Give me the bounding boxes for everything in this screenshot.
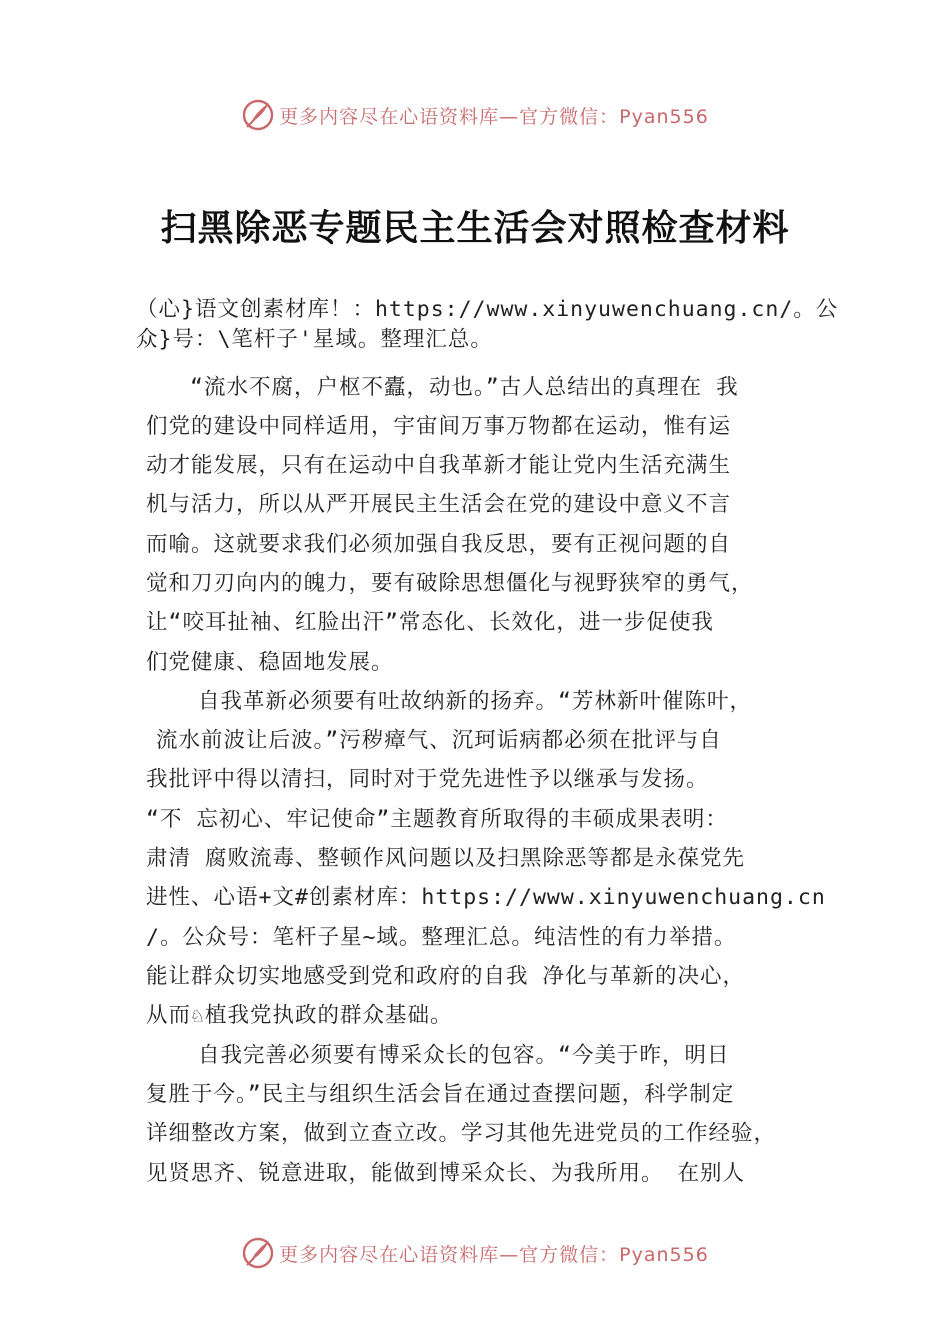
- text-line: 流水前波让后波。”污秽瘴气、沉珂诟病都必须在批评与自: [156, 728, 722, 753]
- text-line: /。公众号：笔杆子星~域。整理汇总。纯洁性的有力举措。: [146, 925, 737, 950]
- feather-pen-logo-icon: [241, 1236, 275, 1270]
- document-title: 扫黑除恶专题民主生活会对照检查材料: [160, 207, 790, 249]
- text-line: 肃清 腐败流毒、整顿作风问题以及扫黑除恶等都是永葆党先: [146, 846, 745, 871]
- text-line: 我批评中得以清扫，同时对于党先进性予以继承与发扬。: [146, 767, 709, 792]
- text-line: 众}号：\笔杆子'星域。整理汇总。: [136, 327, 493, 352]
- text-line: 机与活力，所以从严开展民主生活会在党的建设中意义不言: [146, 492, 732, 517]
- text-line: “流水不腐，户枢不蠹，动也。”古人总结出的真理在 我: [190, 375, 739, 400]
- text-line: 复胜于今。”民主与组织生活会旨在通过查摆问题，科学制定: [146, 1082, 735, 1107]
- text-line: 自我革新必须要有吐故纳新的扬弃。“芳林新叶催陈叶，: [198, 689, 752, 714]
- feather-pen-logo-icon: [241, 98, 275, 132]
- text-line: “不 忘初心、牢记使命”主题教育所取得的丰硕成果表明：: [146, 807, 728, 832]
- text-line: 让“咬耳扯袖、红脸出汗”常态化、长效化，进一步促使我: [146, 610, 714, 635]
- text-line: 从而♘植我党执政的群众基础。: [146, 1003, 453, 1028]
- text-line: 详细整改方案，做到立查立改。学习其他先进党员的工作经验，: [146, 1121, 777, 1146]
- banner-text: 更多内容尽在心语资料库—官方微信：Pyan556: [279, 1243, 709, 1266]
- text-line: 们党健康、稳固地发展。: [146, 650, 394, 675]
- text-line: 而喻。这就要求我们必须加强自我反思，要有正视问题的自: [146, 532, 732, 557]
- text-line: 能让群众切实地感受到党和政府的自我 净化与革新的决心，: [146, 964, 745, 989]
- header-banner: [0, 95, 950, 135]
- text-line: 自我完善必须要有博采众长的包容。“今美于昨，明日: [198, 1043, 730, 1068]
- text-line: 动才能发展，只有在运动中自我革新才能让党内生活充满生: [146, 453, 732, 478]
- footer-banner: [0, 1233, 950, 1273]
- text-line: 见贤思齐、锐意进取，能做到博采众长、为我所用。 在别人: [146, 1161, 745, 1186]
- text-line: 们党的建设中同样适用，宇宙间万事万物都在运动，惟有运: [146, 414, 732, 439]
- text-line: 觉和刀刃向内的魄力，要有破除思想僵化与视野狭窄的勇气，: [146, 571, 754, 596]
- banner-text: 更多内容尽在心语资料库—官方微信：Pyan556: [279, 105, 709, 128]
- text-line: 进性、心语+文#创素材库：https://www.xinyuwenchuang.cn: [146, 885, 826, 910]
- text-line: （心}语文创素材库！：https://www.xinyuwenchuang.cn/。公: [136, 297, 839, 322]
